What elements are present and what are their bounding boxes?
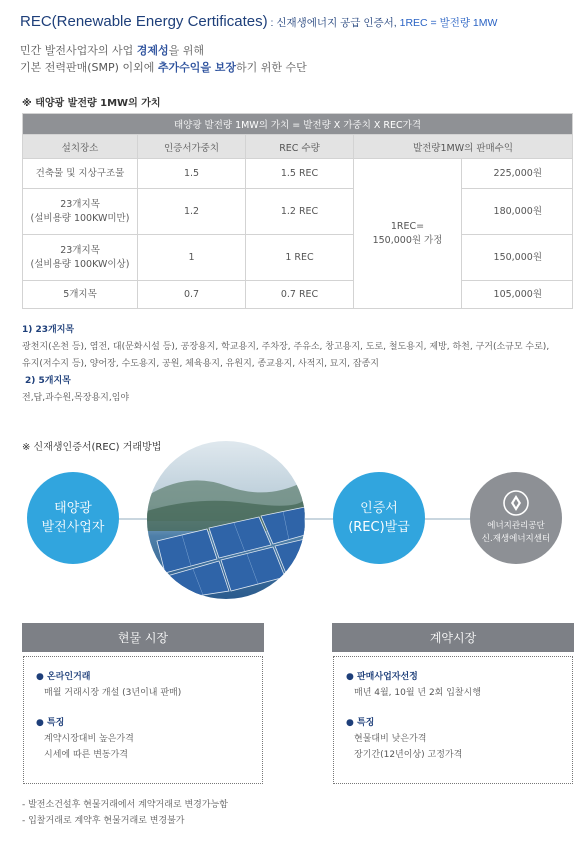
footer-note: - 발전소건설후 현물거래에서 계약거래로 변경가능함 [22,800,228,810]
spot-item-label: ● 특징 [36,718,65,728]
rec-price-assumption: 1REC= 150,000원 가정 [354,159,462,309]
col-header-rec: REC 수량 [246,135,354,159]
cell-revenue: 225,000원 [462,159,573,189]
cell-revenue: 150,000원 [462,235,573,281]
note-heading-23: 1) 23개지목 [22,325,75,335]
land-category-notes [22,322,582,407]
rec-value-table [22,113,573,309]
energy-agency-logo-icon [503,490,529,516]
title-text: REC(Renewable Energy Certificates) [20,13,268,30]
cell-revenue: 105,000원 [462,281,573,309]
cell-rec: 1 REC [246,235,354,281]
contract-market-body [333,656,573,784]
cell-rec: 1.2 REC [246,189,354,235]
col-header-place: 설치장소 [23,135,138,159]
cell-weight: 0.7 [138,281,246,309]
spot-market-body [23,656,263,784]
footer-note: - 입찰거래로 계약후 현물거래로 변경불가 [22,816,185,826]
table-row [23,159,573,189]
producer-circle: 태양광 발전사업자 [27,472,119,564]
cell-place: 23개지목 (설비용량 100KW미만) [23,189,138,235]
note-text-23b: 유지(저수지 등), 양어장, 수도용지, 공원, 체육용지, 유원지, 종교용지, 사적지, 묘지, 잡종지 [22,359,379,369]
contract-item-text: 현물대비 낮은가격 장기간(12년이상) 고정가격 [354,734,463,760]
col-header-revenue: 발전량1MW의 판매수익 [354,135,573,159]
solar-panel-image [147,441,305,599]
title-subtitle: : 신재생에너지 공급 인증서, 1REC = 발전량 1MW [267,17,498,29]
trade-section-heading: ※ 신재생인증서(REC) 거래방법 [22,442,162,453]
note-text-5: 전,답,과수원,목장용지,임야 [22,393,130,403]
cell-weight: 1.2 [138,189,246,235]
cell-rec: 0.7 REC [246,281,354,309]
cell-place: 건축물 및 지상구조물 [23,159,138,189]
agency-name-1: 에너지관리공단 [487,521,545,531]
solar-panel-illustration [147,441,305,599]
cell-rec: 1.5 REC [246,159,354,189]
col-header-weight: 인증서가중치 [138,135,246,159]
contract-market-title: 계약시장 [332,623,574,652]
note-text-23a: 광천지(온천 등), 염전, 대(문화시설 등), 공장용지, 학교용지, 주차장, 주유소, 창고용지, 도로, 철도용지, 제방, 하천, 구거(소규모 수로), [22,342,550,352]
page-title [20,13,497,30]
intro-text: 민간 발전사업자의 사업 경제성을 위해 기본 전력판매(SMP) 이외에 추가수익을 보장하기 위한 수단 [20,44,307,74]
note-heading-5: 2) 5개지목 [25,376,71,386]
spot-market-panel [22,623,264,784]
contract-item-label: ● 특징 [346,718,375,728]
spot-item-text: 계약시장대비 높은가격 시세에 따른 변동가격 [44,734,134,760]
contract-item-label: ● 판매사업자선정 [346,672,418,682]
footer-notes [22,797,228,829]
contract-item-text: 매년 4월, 10월 년 2회 입찰시행 [354,688,482,698]
cell-weight: 1.5 [138,159,246,189]
table-row [23,189,573,235]
agency-circle [470,472,562,564]
table-title: 태양광 발전량 1MW의 가치 = 발전량 X 가중치 X REC가격 [23,114,573,135]
spot-item-text: 매월 거래시장 개설 (3년이내 판매) [44,688,182,698]
spot-item-label: ● 온라인거래 [36,672,91,682]
cell-place: 23개지목 (설비용량 100KW이상) [23,235,138,281]
agency-name-2: 신.재생에너지센터 [481,534,551,544]
contract-market-panel [332,623,574,784]
value-section-heading: ※ 태양광 발전량 1MW의 가치 [22,98,161,109]
table-row [23,235,573,281]
spot-market-title: 현물 시장 [22,623,264,652]
cell-place: 5개지목 [23,281,138,309]
cell-weight: 1 [138,235,246,281]
cell-revenue: 180,000원 [462,189,573,235]
certificate-circle: 인증서 (REC)발급 [333,472,425,564]
table-row [23,281,573,309]
